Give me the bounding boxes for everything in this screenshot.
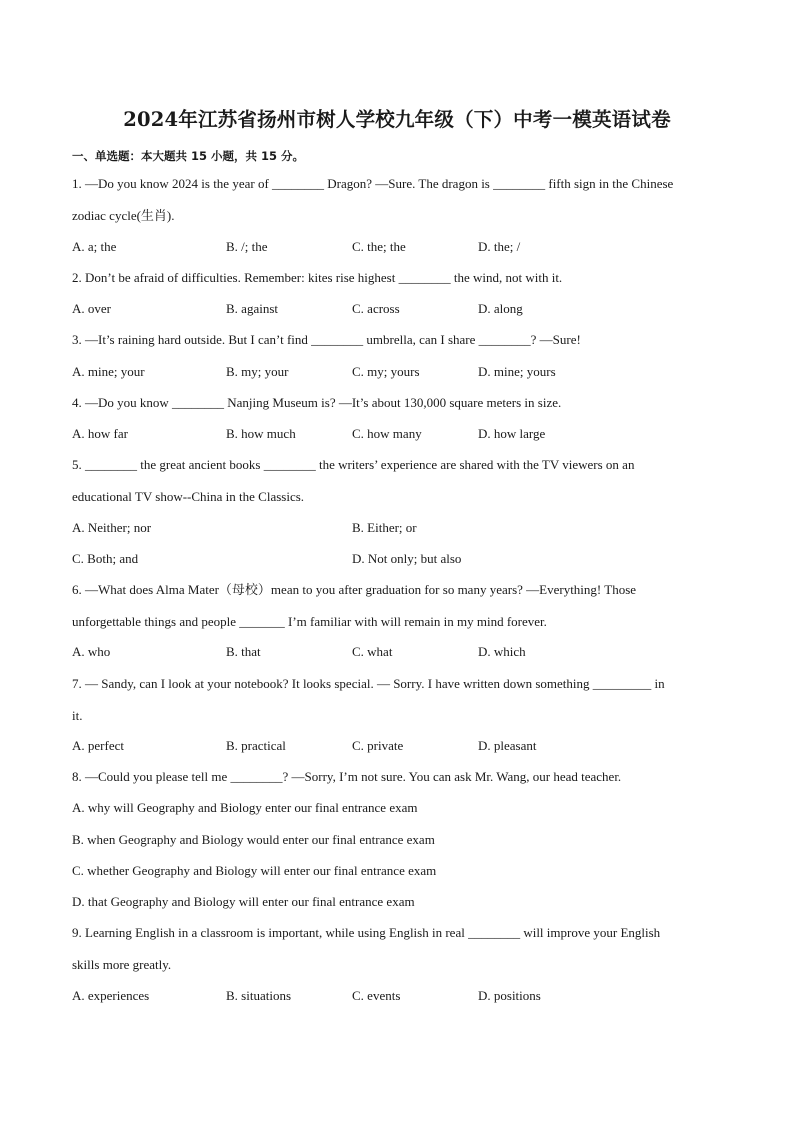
option-d: D. that Geography and Biology will enter our final entrance exam <box>72 894 415 909</box>
option-b: B. practical <box>226 738 286 753</box>
question-8-option-a-row <box>72 792 732 823</box>
question-6-options <box>72 636 732 667</box>
question-8-option-c-row <box>72 855 732 886</box>
question-text: 7. — Sandy, can I look at your notebook? It looks special. — Sorry. I have written down something _________ in <box>72 676 665 691</box>
question-text: it. <box>72 707 83 723</box>
option-d: D. pleasant <box>478 738 537 753</box>
question-5-options-row-1 <box>72 512 732 543</box>
question-2 <box>72 262 732 294</box>
option-b: B. when Geography and Biology would enter our final entrance exam <box>72 832 435 847</box>
question-text: 9. Learning English in a classroom is important, while using English in real ________ will improve your English <box>72 925 661 940</box>
question-text: skills more greatly. <box>72 956 172 972</box>
option-b: B. my; your <box>226 364 289 379</box>
question-8 <box>72 761 732 793</box>
option-c: C. how many <box>352 426 422 441</box>
question-text: 6. —What does Alma Mater（母校）mean to you after graduation for so many years? —Everything! Those <box>72 582 637 597</box>
question-9-options <box>72 980 732 1011</box>
question-5 <box>72 449 732 512</box>
option-c: C. across <box>352 301 400 316</box>
option-b: B. Either; or <box>352 520 417 535</box>
question-text: 5. ________ the great ancient books ________ the writers’ experience are shared with the TV viewers on an <box>72 457 635 472</box>
question-text: 4. —Do you know ________ Nanjing Museum is? —It’s about 130,000 square meters in size. <box>72 395 562 410</box>
option-c: C. the; the <box>352 239 406 254</box>
question-2-options <box>72 293 732 324</box>
question-text: educational TV show--China in the Classics. <box>72 488 305 504</box>
question-3-options <box>72 356 732 387</box>
option-b: B. situations <box>226 988 292 1003</box>
option-c: C. my; yours <box>352 364 420 379</box>
option-b: B. /; the <box>226 239 268 254</box>
question-1 <box>72 168 732 231</box>
option-a: A. who <box>72 644 111 659</box>
option-a: A. perfect <box>72 738 124 753</box>
question-6 <box>72 574 732 637</box>
question-text: 1. —Do you know 2024 is the year of ________ Dragon? —Sure. The dragon is ________ fifth sign in the Chinese <box>72 176 674 191</box>
option-b: B. against <box>226 301 278 316</box>
question-text: 2. Don’t be afraid of difficulties. Remember: kites rise highest ________ the wind, not with it. <box>72 270 563 285</box>
section-heading: 一、单选题：本大题共 15 小题，共 15 分。 <box>72 149 305 163</box>
option-a: A. how far <box>72 426 128 441</box>
question-9 <box>72 917 732 980</box>
question-text: 8. —Could you please tell me ________? —Sorry, I’m not sure. You can ask Mr. Wang, our head teacher. <box>72 769 622 784</box>
option-d: D. how large <box>478 426 546 441</box>
question-8-option-d-row <box>72 886 732 917</box>
option-a: A. mine; your <box>72 364 145 379</box>
option-c: C. what <box>352 644 393 659</box>
question-7 <box>72 668 732 731</box>
option-d: D. positions <box>478 988 541 1003</box>
option-c: C. Both; and <box>72 551 139 566</box>
question-text: unforgettable things and people _______ I’m familiar with will remain in my mind forever. <box>72 613 547 629</box>
question-3 <box>72 324 732 356</box>
option-a: A. why will Geography and Biology enter our final entrance exam <box>72 800 418 815</box>
question-7-options <box>72 730 732 761</box>
question-text: 3. —It’s raining hard outside. But I can’t find ________ umbrella, can I share ________? —Sure! <box>72 332 581 347</box>
option-b: B. that <box>226 644 261 659</box>
option-d: D. which <box>478 644 526 659</box>
option-d: D. mine; yours <box>478 364 556 379</box>
question-4-options <box>72 418 732 449</box>
option-a: A. Neither; nor <box>72 520 152 535</box>
option-d: D. along <box>478 301 523 316</box>
question-8-option-b-row <box>72 824 732 855</box>
page-title: 2024年江苏省扬州市树人学校九年级（下）中考一模英语试卷 <box>123 108 671 131</box>
option-d: D. the; / <box>478 239 521 254</box>
option-a: A. a; the <box>72 239 117 254</box>
question-4 <box>72 387 732 419</box>
question-5-options-row-2 <box>72 543 732 574</box>
option-c: C. events <box>352 988 401 1003</box>
option-a: A. over <box>72 301 111 316</box>
option-a: A. experiences <box>72 988 150 1003</box>
option-b: B. how much <box>226 426 296 441</box>
question-1-options <box>72 231 732 262</box>
question-text: zodiac cycle(生肖). <box>72 207 175 223</box>
option-c: C. private <box>352 738 404 753</box>
option-c: C. whether Geography and Biology will enter our final entrance exam <box>72 863 437 878</box>
option-d: D. Not only; but also <box>352 551 462 566</box>
